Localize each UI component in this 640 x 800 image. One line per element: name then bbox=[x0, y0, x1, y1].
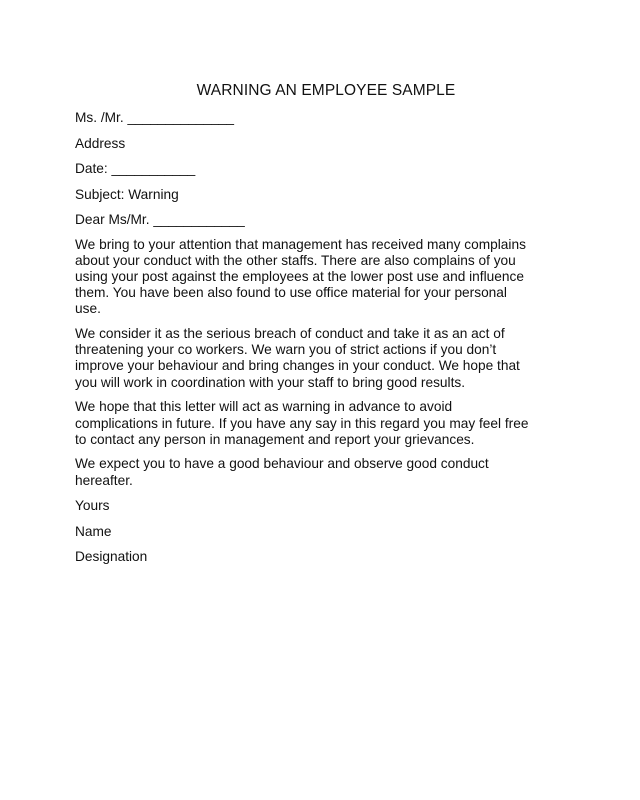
paragraph-2 bbox=[75, 326, 567, 391]
paragraph-line: We hope that this letter will act as warning in advance to avoid bbox=[75, 399, 453, 415]
date-line: Date: ___________ bbox=[75, 161, 196, 176]
salutation-line: Dear Ms/Mr. ____________ bbox=[75, 212, 245, 227]
paragraph-line: using your post against the employees at the lower post use and influence bbox=[75, 268, 524, 284]
paragraph-3 bbox=[75, 399, 567, 448]
letter-body bbox=[75, 109, 567, 574]
paragraph-line: about your conduct with the other staffs. There are also complains of you bbox=[75, 252, 516, 268]
paragraph-line: We bring to your attention that management has received many complains bbox=[75, 236, 526, 252]
paragraph-line: you will work in coordination with your staff to bring good results. bbox=[75, 374, 466, 390]
address-line: Address bbox=[75, 135, 126, 151]
paragraph-line: We consider it as the serious breach of conduct and take it as an act of bbox=[75, 326, 505, 342]
paragraph-line: threatening your co workers. We warn you of strict actions if you don’t bbox=[75, 342, 497, 358]
subject-line: Subject: Warning bbox=[75, 186, 179, 202]
paragraph-4 bbox=[75, 456, 567, 488]
closing-line: Yours bbox=[75, 498, 110, 514]
name-line: Name bbox=[75, 523, 112, 539]
paragraph-line: improve your behaviour and bring changes in your conduct. We hope that bbox=[75, 358, 520, 374]
designation-line: Designation bbox=[75, 549, 148, 565]
paragraph-line: complications in future. If you have any say in this regard you may feel free bbox=[75, 415, 529, 431]
paragraph-line: hereafter. bbox=[75, 472, 133, 488]
paragraph-1 bbox=[75, 237, 567, 318]
document-title: WARNING AN EMPLOYEE SAMPLE bbox=[196, 82, 456, 99]
paragraph-line: use. bbox=[75, 301, 101, 317]
recipient-line: Ms. /Mr. ______________ bbox=[75, 110, 235, 125]
paragraph-line: them. You have been also found to use office material for your personal bbox=[75, 285, 507, 301]
paragraph-line: to contact any person in management and report your grievances. bbox=[75, 431, 475, 447]
paragraph-line: We expect you to have a good behaviour and observe good conduct bbox=[75, 456, 489, 472]
